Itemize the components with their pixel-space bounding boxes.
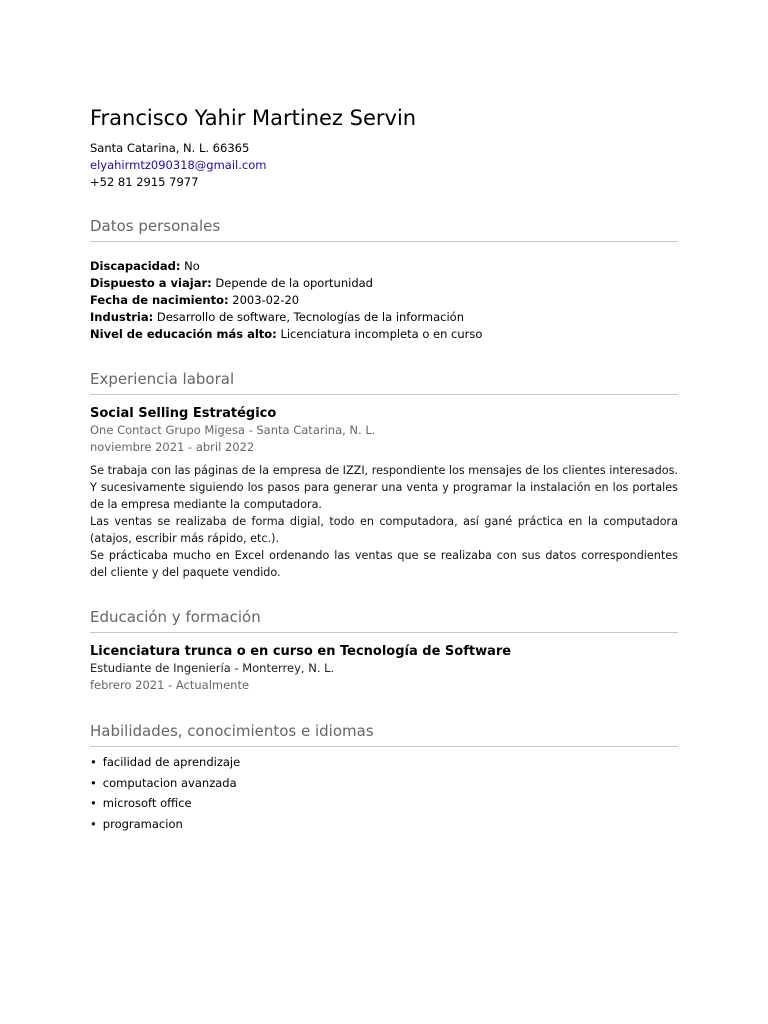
education-entry xyxy=(90,643,678,694)
detail-label: Industria: xyxy=(90,310,154,324)
address: Santa Catarina, N. L. 66365 xyxy=(90,141,250,155)
personal-details xyxy=(90,258,482,343)
detail-value: Depende de la oportunidad xyxy=(215,276,373,290)
section-title-education: Educación y formación xyxy=(90,608,678,633)
detail-label: Fecha de nacimiento: xyxy=(90,293,229,307)
school-location: Estudiante de Ingeniería - Monterrey, N. L. xyxy=(90,661,335,675)
skill-item: • computacion avanzada xyxy=(90,773,678,794)
detail-value: Desarrollo de software, Tecnologías de la información xyxy=(156,310,465,324)
job-dates: noviembre 2021 - abril 2022 xyxy=(90,440,255,454)
detail-row xyxy=(90,309,482,326)
section-title-experience: Experiencia laboral xyxy=(90,370,678,395)
detail-row xyxy=(90,326,482,343)
skills-list-wrap xyxy=(90,752,678,834)
detail-label: Dispuesto a viajar: xyxy=(90,276,212,290)
candidate-name: Francisco Yahir Martinez Servin xyxy=(90,106,417,130)
section-title-personal: Datos personales xyxy=(90,217,678,242)
job-description-paragraph: Las ventas se realizaba de forma digial, todo en computadora, así gané práctica en la computadora (atajos, escribir más rápido, etc.). xyxy=(90,515,678,545)
detail-row xyxy=(90,292,482,309)
job-description xyxy=(90,462,678,581)
degree-title: Licenciatura trunca o en curso en Tecnología de Software xyxy=(90,644,512,659)
section-title-skills: Habilidades, conocimientos e idiomas xyxy=(90,722,678,747)
job-title: Social Selling Estratégico xyxy=(90,406,277,421)
detail-row xyxy=(90,258,482,275)
skills-list xyxy=(90,752,678,834)
job-description-paragraph: Se trabaja con las páginas de la empresa de IZZI, respondiente los mensajes de los clientes interesados. Y sucesivamente siguiendo los pasos para generar una venta y programar la instalación en los portales de la empresa mediante la computadora. xyxy=(90,464,678,511)
email-link[interactable]: elyahirmtz090318@gmail.com xyxy=(90,158,267,172)
contact-info xyxy=(90,140,266,191)
skill-item: • microsoft office xyxy=(90,793,678,814)
detail-label: Nivel de educación más alto: xyxy=(90,327,277,341)
job-description-paragraph: Se prácticaba mucho en Excel ordenando las ventas que se realizaba con sus datos correspondientes del cliente y del paquete vendido. xyxy=(90,549,678,579)
job-entry xyxy=(90,405,678,581)
skill-item: • facilidad de aprendizaje xyxy=(90,752,678,773)
detail-label: Discapacidad: xyxy=(90,259,181,273)
detail-value: 2003-02-20 xyxy=(232,293,300,307)
skill-item: • programacion xyxy=(90,814,678,835)
detail-value: No xyxy=(184,259,200,273)
detail-row xyxy=(90,275,482,292)
education-dates: febrero 2021 - Actualmente xyxy=(90,678,250,692)
phone: +52 81 2915 7977 xyxy=(90,175,199,189)
detail-value: Licenciatura incompleta o en curso xyxy=(280,327,483,341)
job-company-location: One Contact Grupo Migesa - Santa Catarina, N. L. xyxy=(90,423,376,437)
